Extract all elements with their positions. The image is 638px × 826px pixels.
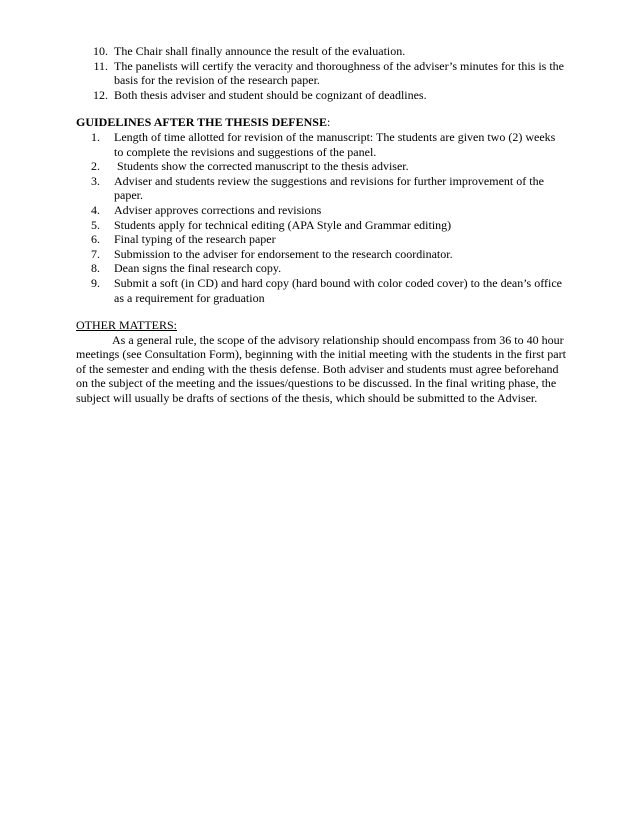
guidelines-heading-text: GUIDELINES AFTER THE THESIS DEFENSE (76, 115, 327, 130)
list-number: 1. (91, 129, 100, 144)
list-item (76, 88, 566, 103)
document-body (76, 44, 566, 406)
continued-evaluation-list (76, 44, 566, 102)
list-item (76, 247, 566, 262)
other-matters-heading: OTHER MATTERS: (76, 318, 178, 333)
list-number: 2. (91, 159, 100, 174)
list-item (76, 59, 566, 88)
list-text: Adviser approves corrections and revisions (114, 202, 322, 217)
list-text: The Chair shall finally announce the result of the evaluation. (114, 44, 406, 58)
guidelines-list (76, 130, 566, 305)
list-text: Adviser and students review the suggestions and revisions for further improvement of the paper. (114, 173, 544, 203)
list-item (76, 261, 566, 276)
guidelines-heading (76, 115, 566, 130)
list-number: 4. (91, 202, 100, 217)
list-text: Dean signs the final research copy. (114, 261, 282, 276)
list-number: 9. (91, 275, 100, 290)
list-item (76, 159, 566, 174)
other-matters-paragraph: As a general rule, the scope of the advisory relationship should encompass from 36 to 40 hour meetings (see Consultation Form), beginning with the initial meeting with the students in the first part of the semester and ending with the thesis defense. Both adviser and students must agree beforehand on the subject of the meeting and the issues/questions to be discussed. In the final writing phase, the subject will usually be drafts of sections of the thesis, which should be submitted to the Adviser. (76, 332, 566, 406)
list-number: 10. (93, 44, 108, 58)
list-item (76, 276, 566, 305)
list-number: 12. (93, 87, 108, 102)
list-number: 7. (91, 246, 100, 261)
list-text: Submit a soft (in CD) and hard copy (hard bound with color coded cover) to the dean’s office as a requirement for graduation (114, 275, 562, 305)
list-number: 6. (91, 232, 100, 247)
list-text: The panelists will certify the veracity and thoroughness of the adviser’s minutes for this is the basis for the revision of the research paper. (114, 58, 565, 88)
list-number: 5. (91, 217, 100, 232)
list-text: Final typing of the research paper (114, 232, 276, 247)
list-number: 11. (93, 58, 108, 73)
list-text: Students show the corrected manuscript to the thesis adviser. (114, 159, 409, 174)
list-item (76, 174, 566, 203)
list-item (76, 44, 566, 59)
list-item (76, 218, 566, 233)
list-number: 3. (91, 173, 100, 188)
list-text: Length of time allotted for revision of the manuscript: The students are given two (2) weeks to complete the revisions and suggestions of the panel. (114, 129, 556, 159)
list-number: 8. (91, 261, 100, 276)
list-text: Submission to the adviser for endorsement to the research coordinator. (114, 246, 453, 261)
list-item (76, 130, 566, 159)
list-item (76, 203, 566, 218)
list-item (76, 232, 566, 247)
list-text: Students apply for technical editing (APA Style and Grammar editing) (114, 217, 452, 232)
list-text: Both thesis adviser and student should be cognizant of deadlines. (114, 87, 427, 102)
guidelines-heading-colon: : (326, 115, 331, 130)
